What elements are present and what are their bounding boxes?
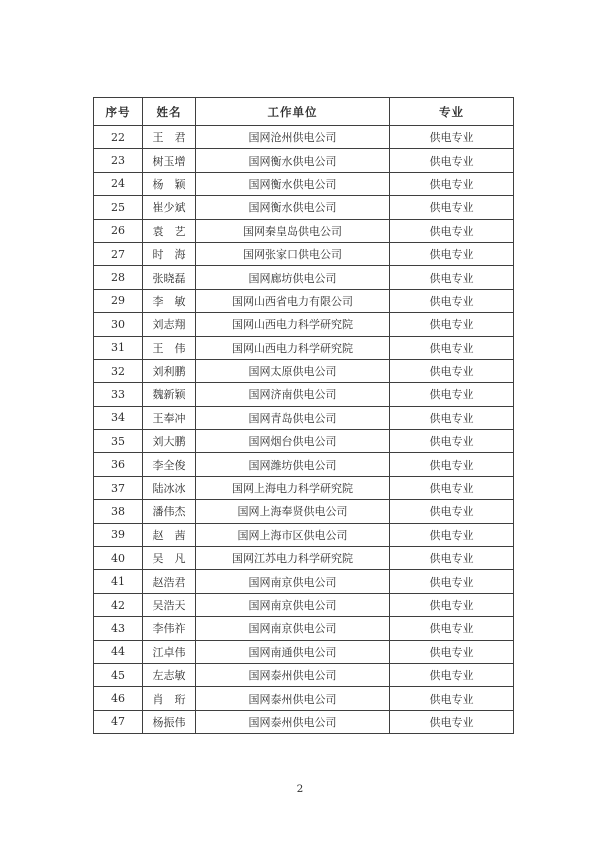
cell-name: 赵浩君 [143,570,196,593]
cell-name: 刘利鹏 [143,359,196,382]
cell-major: 供电专业 [390,593,514,616]
cell-unit: 国网南通供电公司 [196,640,390,663]
cell-name: 李伟祚 [143,617,196,640]
cell-name: 肖 珩 [143,687,196,710]
cell-major: 供电专业 [390,359,514,382]
page-number: 2 [296,783,304,795]
cell-serial: 39 [94,523,143,546]
cell-name: 杨 颖 [143,172,196,195]
cell-unit: 国网泰州供电公司 [196,710,390,733]
table-row [94,476,514,499]
cell-unit: 国网秦皇岛供电公司 [196,219,390,242]
table-row [94,336,514,359]
table-row [94,219,514,242]
table-row [94,710,514,733]
cell-unit: 国网青岛供电公司 [196,406,390,429]
cell-name: 魏新颖 [143,383,196,406]
cell-unit: 国网上海市区供电公司 [196,523,390,546]
table-row [94,289,514,312]
cell-major: 供电专业 [390,219,514,242]
cell-unit: 国网张家口供电公司 [196,242,390,265]
cell-unit: 国网南京供电公司 [196,570,390,593]
cell-unit: 国网江苏电力科学研究院 [196,547,390,570]
cell-serial: 35 [94,430,143,453]
cell-serial: 26 [94,219,143,242]
cell-name: 吴浩天 [143,593,196,616]
cell-major: 供电专业 [390,710,514,733]
cell-major: 供电专业 [390,500,514,523]
cell-serial: 33 [94,383,143,406]
cell-name: 刘志翔 [143,313,196,336]
cell-name: 李全俊 [143,453,196,476]
cell-serial: 30 [94,313,143,336]
cell-serial: 40 [94,547,143,570]
table-row [94,547,514,570]
cell-major: 供电专业 [390,663,514,686]
table-row [94,126,514,149]
cell-unit: 国网泰州供电公司 [196,663,390,686]
cell-unit: 国网衡水供电公司 [196,149,390,172]
cell-name: 树玉增 [143,149,196,172]
cell-major: 供电专业 [390,687,514,710]
cell-major: 供电专业 [390,547,514,570]
cell-unit: 国网上海电力科学研究院 [196,476,390,499]
cell-name: 吴 凡 [143,547,196,570]
cell-serial: 23 [94,149,143,172]
cell-name: 袁 艺 [143,219,196,242]
cell-major: 供电专业 [390,242,514,265]
cell-major: 供电专业 [390,640,514,663]
cell-serial: 31 [94,336,143,359]
cell-serial: 43 [94,617,143,640]
cell-unit: 国网衡水供电公司 [196,172,390,195]
cell-major: 供电专业 [390,406,514,429]
cell-serial: 44 [94,640,143,663]
cell-major: 供电专业 [390,336,514,359]
cell-unit: 国网烟台供电公司 [196,430,390,453]
cell-unit: 国网济南供电公司 [196,383,390,406]
table-row [94,383,514,406]
cell-serial: 46 [94,687,143,710]
table-row [94,523,514,546]
table-row [94,313,514,336]
cell-unit: 国网南京供电公司 [196,617,390,640]
cell-major: 供电专业 [390,149,514,172]
table-row [94,500,514,523]
cell-major: 供电专业 [390,289,514,312]
cell-major: 供电专业 [390,313,514,336]
cell-serial: 38 [94,500,143,523]
table-row [94,149,514,172]
cell-serial: 25 [94,196,143,219]
cell-name: 陆冰冰 [143,476,196,499]
cell-unit: 国网沧州供电公司 [196,126,390,149]
table-row [94,359,514,382]
table-row [94,172,514,195]
cell-serial: 24 [94,172,143,195]
cell-unit: 国网上海奉贤供电公司 [196,500,390,523]
cell-name: 时 海 [143,242,196,265]
cell-major: 供电专业 [390,196,514,219]
table-header-row [94,98,514,126]
table-row [94,593,514,616]
cell-serial: 37 [94,476,143,499]
table-row [94,453,514,476]
cell-name: 杨振伟 [143,710,196,733]
header-unit: 工作单位 [196,98,390,126]
cell-serial: 29 [94,289,143,312]
cell-major: 供电专业 [390,383,514,406]
cell-name: 王 伟 [143,336,196,359]
cell-major: 供电专业 [390,453,514,476]
table-row [94,617,514,640]
header-serial: 序号 [94,98,143,126]
cell-name: 李 敏 [143,289,196,312]
header-major: 专业 [390,98,514,126]
roster-table [93,97,514,734]
cell-serial: 36 [94,453,143,476]
cell-major: 供电专业 [390,476,514,499]
table-row [94,663,514,686]
cell-unit: 国网泰州供电公司 [196,687,390,710]
cell-name: 崔少斌 [143,196,196,219]
cell-name: 左志敏 [143,663,196,686]
table-body [94,126,514,734]
cell-name: 王奉冲 [143,406,196,429]
cell-unit: 国网衡水供电公司 [196,196,390,219]
cell-name: 张晓磊 [143,266,196,289]
cell-unit: 国网山西电力科学研究院 [196,313,390,336]
cell-unit: 国网廊坊供电公司 [196,266,390,289]
cell-serial: 45 [94,663,143,686]
cell-unit: 国网太原供电公司 [196,359,390,382]
cell-unit: 国网南京供电公司 [196,593,390,616]
cell-major: 供电专业 [390,266,514,289]
cell-unit: 国网山西电力科学研究院 [196,336,390,359]
cell-serial: 32 [94,359,143,382]
cell-name: 赵 茜 [143,523,196,546]
cell-name: 江卓伟 [143,640,196,663]
cell-major: 供电专业 [390,617,514,640]
cell-serial: 22 [94,126,143,149]
cell-major: 供电专业 [390,570,514,593]
cell-name: 刘大鹏 [143,430,196,453]
table-row [94,242,514,265]
table-row [94,266,514,289]
cell-serial: 28 [94,266,143,289]
cell-name: 王 君 [143,126,196,149]
cell-serial: 41 [94,570,143,593]
table-row [94,570,514,593]
cell-name: 潘伟杰 [143,500,196,523]
cell-serial: 42 [94,593,143,616]
cell-unit: 国网潍坊供电公司 [196,453,390,476]
table-row [94,640,514,663]
table-row [94,687,514,710]
cell-major: 供电专业 [390,126,514,149]
cell-major: 供电专业 [390,523,514,546]
header-name: 姓名 [143,98,196,126]
table-row [94,196,514,219]
table-row [94,430,514,453]
cell-serial: 47 [94,710,143,733]
cell-major: 供电专业 [390,172,514,195]
cell-serial: 34 [94,406,143,429]
cell-major: 供电专业 [390,430,514,453]
cell-serial: 27 [94,242,143,265]
table-row [94,406,514,429]
cell-unit: 国网山西省电力有限公司 [196,289,390,312]
